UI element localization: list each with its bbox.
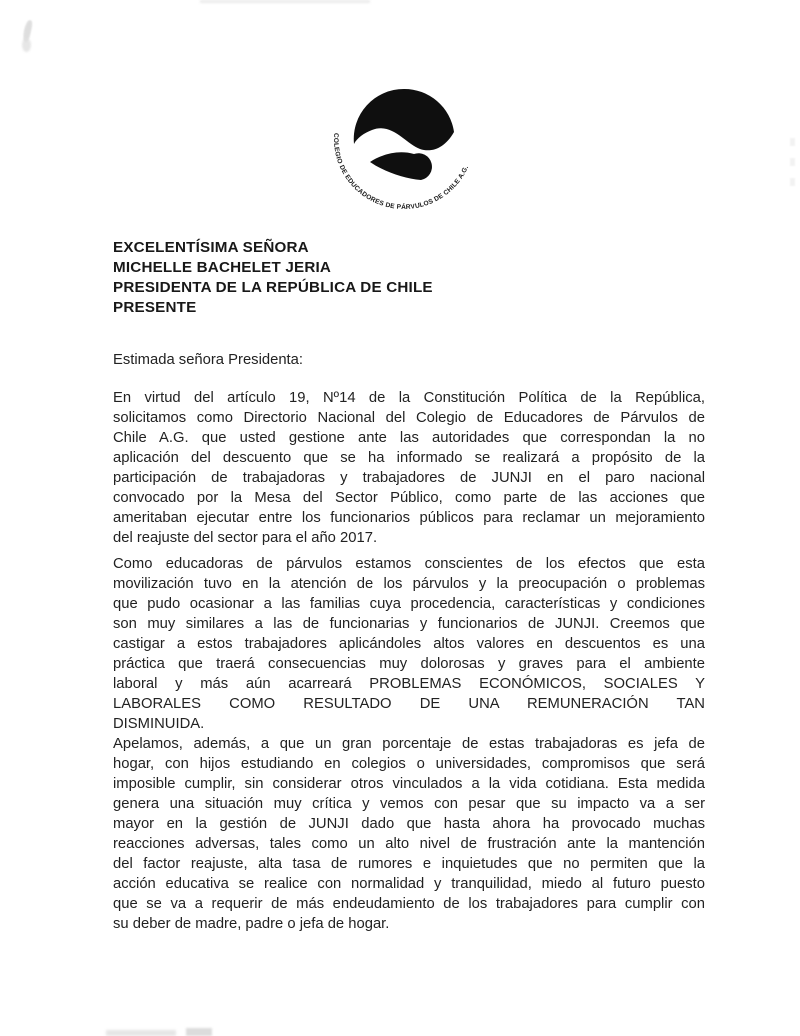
scan-artifact-top-edge (200, 0, 370, 3)
text-line: participación de trabajadoras y trabajadores de JUNJI en el paro nacional (113, 470, 705, 486)
text-line: imposible cumplir, sin considerar otros vinculados a la vida cotidiana. Esta medida (113, 776, 705, 792)
text-line: hogar, con hijos estudiando en colegios o universidades, compromisos que será (113, 756, 705, 772)
text-line: Apelamos, además, a que un gran porcentaje de estas trabajadoras es jefa de (113, 736, 705, 752)
text-line: aplicación del descuento que se ha informado se realizará a propósito de la (113, 450, 705, 466)
text-line: castigar a estos trabajadores aplicándoles altos valores en descuentos es una (113, 636, 705, 652)
text-line: Como educadoras de párvulos estamos conscientes de los efectos que esta (113, 556, 705, 572)
logo-comma-teardrop (370, 152, 432, 180)
scan-artifact-right-edge (790, 138, 795, 198)
text-line: genera una situación muy crítica y vemos con pesar que su impacto va a ser (113, 796, 705, 812)
text-line: PRESENTE (113, 299, 197, 316)
scan-artifact-bottom-edge (186, 1028, 212, 1036)
salutation: Estimada señora Presidenta: (113, 352, 303, 368)
text-line: reacciones adversas, tales como un alto nivel de frustración ante la mantención (113, 836, 705, 852)
text-line: del reajuste del sector para el año 2017. (113, 530, 378, 546)
recipient-block (113, 238, 433, 318)
logo-ring-text: COLEGIO DE EDUCADORES DE PÁRVULOS DE CHILE A.G. (331, 132, 471, 212)
text-line: laboral y más aún acarreará PROBLEMAS ECONÓMICOS, SOCIALES Y (113, 676, 705, 692)
text-line: LABORALES COMO RESULTADO DE UNA REMUNERACIÓN TAN (113, 696, 705, 712)
text-line: son muy similares a las de funcionarias y funcionarios de JUNJI. Creemos que (113, 616, 705, 632)
text-line: PRESIDENTA DE LA REPÚBLICA DE CHILE (113, 279, 433, 296)
text-line: EXCELENTÍSIMA SEÑORA (113, 239, 309, 256)
scan-artifact-bottom-edge (106, 1030, 176, 1036)
text-line: que pudo ocasionar a las familias cuya procedencia, características y condiciones (113, 596, 705, 612)
text-line: del factor reajuste, alta tasa de rumores e inquietudes que no permiten que la (113, 856, 705, 872)
text-line: acción educativa se realice con normalidad y tranquilidad, miedo al futuro puesto (113, 876, 705, 892)
logo-swirl-top (354, 89, 454, 150)
text-line: su deber de madre, padre o jefa de hogar. (113, 916, 390, 932)
text-line: Chile A.G. que usted gestione ante las autoridades que correspondan la no (113, 430, 705, 446)
text-line: movilización tuvo en la atención de los párvulos y la preocupación o problemas (113, 576, 705, 592)
text-line: mayor en la gestión de JUNJI dado que hasta ahora ha provocado muchas (113, 816, 705, 832)
body-paragraph-2 (113, 554, 705, 734)
body-paragraph-3 (113, 734, 705, 934)
text-line: MICHELLE BACHELET JERIA (113, 259, 332, 276)
text-line: solicitamos como Directorio Nacional del Colegio de Educadores de Párvulos de (113, 410, 705, 426)
colegio-educadores-parvulos-seal-logo (324, 59, 484, 219)
scan-artifact-top-left (22, 38, 31, 52)
text-line: práctica que traerá consecuencias muy dolorosas y graves para el ambiente (113, 656, 705, 672)
text-line: convocado por la Mesa del Sector Público, como parte de las acciones que (113, 490, 705, 506)
text-line: ameritaban ejecutar entre los funcionarios públicos para reclamar un mejoramiento (113, 510, 705, 526)
text-line: DISMINUIDA. (113, 716, 205, 732)
text-line: que se va a requerir de más endeudamiento de los trabajadores para cumplir con (113, 896, 705, 912)
scan-artifact-top-left (22, 20, 33, 43)
body-paragraph-1 (113, 388, 705, 548)
text-line: En virtud del artículo 19, Nº14 de la Constitución Política de la República, (113, 390, 705, 406)
